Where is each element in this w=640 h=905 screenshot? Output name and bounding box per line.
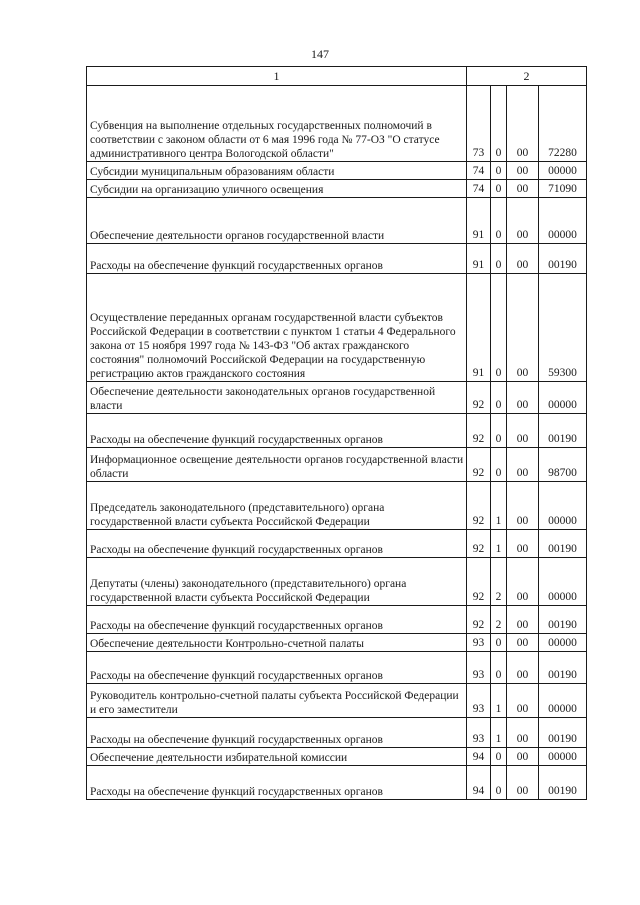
table-row [87,198,587,244]
table-row [87,530,587,558]
row-code-subprogram: 0 [491,86,507,162]
table-row [87,448,587,482]
row-code-subprogram: 0 [491,448,507,482]
table-header-row [87,67,587,86]
row-code-subprogram: 0 [491,198,507,244]
row-description: Расходы на обеспечение функций государственных органов [87,718,467,748]
row-code-program: 74 [467,162,491,180]
row-code-subprogram: 0 [491,274,507,382]
row-code-main: 00 [507,684,539,718]
row-description: Обеспечение деятельности органов государственной власти [87,198,467,244]
row-code-direction: 00190 [539,718,587,748]
row-code-main: 00 [507,482,539,530]
row-description: Субвенция на выполнение отдельных государственных полномочий в соответствии с законом области от 6 мая 1996 года № 77-ОЗ "О статусе административного центра Вологодской области" [87,86,467,162]
row-code-subprogram: 0 [491,244,507,274]
header-col-2: 2 [467,67,587,86]
row-description: Информационное освещение деятельности органов государственной власти области [87,448,467,482]
row-code-program: 93 [467,634,491,652]
row-description: Расходы на обеспечение функций государственных органов [87,606,467,634]
row-code-subprogram: 0 [491,382,507,414]
row-code-main: 00 [507,748,539,766]
row-description: Обеспечение деятельности избирательной комиссии [87,748,467,766]
row-code-program: 73 [467,86,491,162]
row-description: Обеспечение деятельности Контрольно-счетной палаты [87,634,467,652]
row-code-program: 93 [467,718,491,748]
table-row [87,244,587,274]
row-code-program: 92 [467,414,491,448]
row-code-main: 00 [507,180,539,198]
row-code-subprogram: 0 [491,180,507,198]
row-code-program: 93 [467,684,491,718]
row-code-direction: 00000 [539,382,587,414]
row-description: Обеспечение деятельности законодательных органов государственной власти [87,382,467,414]
row-code-program: 92 [467,606,491,634]
row-code-program: 92 [467,530,491,558]
row-code-main: 00 [507,530,539,558]
row-code-direction: 00190 [539,530,587,558]
row-code-program: 94 [467,748,491,766]
row-code-subprogram: 1 [491,718,507,748]
row-description: Депутаты (члены) законодательного (представительного) органа государственной власти субъекта Российской Федерации [87,558,467,606]
row-code-main: 00 [507,162,539,180]
table-row [87,718,587,748]
row-description: Расходы на обеспечение функций государственных органов [87,652,467,684]
row-description: Осуществление переданных органам государственной власти субъектов Российской Федерации в соответствии с пунктом 1 статьи 4 Федерального закона от 15 ноября 1997 года № 143-ФЗ "Об актах гражданского состояния" полномочий Российской Федерации на государственную регистрацию актов гражданского состояния [87,274,467,382]
row-code-program: 91 [467,274,491,382]
row-code-subprogram: 0 [491,634,507,652]
row-description: Руководитель контрольно-счетной палаты субъекта Российской Федерации и его заместители [87,684,467,718]
row-code-direction: 00000 [539,748,587,766]
budget-classification-table [86,66,587,800]
row-code-program: 74 [467,180,491,198]
table-row [87,382,587,414]
row-code-main: 00 [507,274,539,382]
row-code-subprogram: 1 [491,684,507,718]
row-code-direction: 98700 [539,448,587,482]
row-code-direction: 59300 [539,274,587,382]
table-row [87,748,587,766]
row-code-main: 00 [507,414,539,448]
row-code-direction: 00190 [539,244,587,274]
row-code-subprogram: 2 [491,606,507,634]
row-code-subprogram: 0 [491,162,507,180]
row-code-subprogram: 1 [491,530,507,558]
row-code-main: 00 [507,652,539,684]
row-code-direction: 71090 [539,180,587,198]
row-code-main: 00 [507,86,539,162]
row-code-main: 00 [507,382,539,414]
row-code-main: 00 [507,558,539,606]
row-code-main: 00 [507,198,539,244]
row-code-main: 00 [507,448,539,482]
row-code-direction: 00000 [539,634,587,652]
row-description: Субсидии на организацию уличного освещения [87,180,467,198]
row-description: Субсидии муниципальным образованиям области [87,162,467,180]
row-code-subprogram: 0 [491,766,507,800]
header-col-1: 1 [87,67,467,86]
row-code-main: 00 [507,634,539,652]
row-code-main: 00 [507,606,539,634]
row-code-direction: 00190 [539,606,587,634]
table-row [87,684,587,718]
table-row [87,652,587,684]
row-code-subprogram: 1 [491,482,507,530]
row-code-direction: 00190 [539,766,587,800]
row-code-program: 91 [467,198,491,244]
row-code-subprogram: 0 [491,748,507,766]
table-row [87,414,587,448]
row-description: Председатель законодательного (представительного) органа государственной власти субъекта Российской Федерации [87,482,467,530]
row-code-program: 92 [467,382,491,414]
row-code-main: 00 [507,766,539,800]
row-code-program: 92 [467,448,491,482]
row-code-direction: 00000 [539,558,587,606]
row-code-subprogram: 0 [491,652,507,684]
table-row [87,606,587,634]
row-code-program: 92 [467,482,491,530]
table-row [87,162,587,180]
row-code-direction: 00000 [539,198,587,244]
row-description: Расходы на обеспечение функций государственных органов [87,766,467,800]
row-code-direction: 00190 [539,652,587,684]
row-code-program: 93 [467,652,491,684]
row-description: Расходы на обеспечение функций государственных органов [87,414,467,448]
table-row [87,558,587,606]
table-row [87,274,587,382]
row-code-direction: 00190 [539,414,587,448]
row-code-direction: 00000 [539,162,587,180]
row-code-subprogram: 0 [491,414,507,448]
row-description: Расходы на обеспечение функций государственных органов [87,244,467,274]
table-row [87,634,587,652]
table-row [87,86,587,162]
row-code-program: 91 [467,244,491,274]
row-code-main: 00 [507,718,539,748]
row-code-main: 00 [507,244,539,274]
table-row [87,482,587,530]
row-code-direction: 00000 [539,684,587,718]
row-description: Расходы на обеспечение функций государственных органов [87,530,467,558]
row-code-program: 94 [467,766,491,800]
table-row [87,766,587,800]
row-code-direction: 72280 [539,86,587,162]
table-row [87,180,587,198]
page-number: 147 [311,47,329,61]
row-code-direction: 00000 [539,482,587,530]
row-code-subprogram: 2 [491,558,507,606]
row-code-program: 92 [467,558,491,606]
